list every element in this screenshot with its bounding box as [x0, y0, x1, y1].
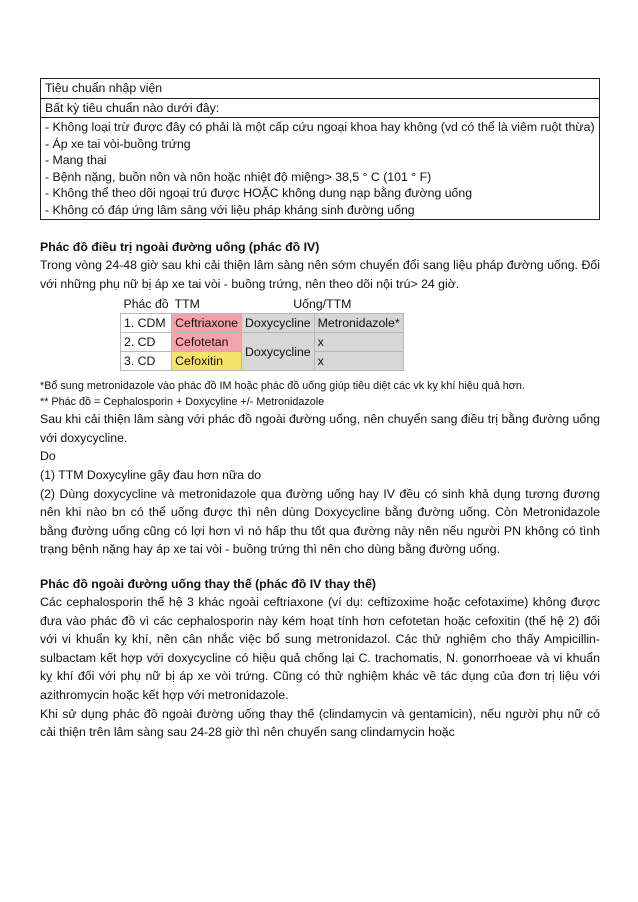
- iv-drug: Cefotetan: [172, 333, 242, 352]
- body-paragraph: (2) Dùng doxycycline và metronidazole qua đường uống hay IV đều có sinh khả dụng tương đương nên khi nào bn có thể uống được thì nên dùng Doxycycline bằng đường uống. Còn Metronidazole bằng đường uống cũng có lợi hơn vì nó hấp thu tốt qua đường này nên nếu người PN không có tình trạng bệnh nặng hay áp xe tai vòi - buồng trứng thì nên cho dùng bằng đường uống.: [40, 486, 600, 557]
- header-oral: Uống/TTM: [242, 295, 404, 314]
- regimen-name: 2. CD: [121, 333, 172, 352]
- header-iv: TTM: [172, 295, 242, 314]
- section-heading-iv-alt: Phác đồ ngoài đường uống thay thế (phác đồ IV thay thế): [40, 576, 377, 591]
- body-line: (1) TTM Doxycyline gây đau hơn nữa do: [40, 467, 262, 482]
- criteria-item: - Bệnh nặng, buồn nôn và nôn hoặc nhiệt độ miệng> 38,5 ° C (101 ° F): [45, 169, 432, 184]
- criteria-intro: Bất kỳ tiêu chuẩn nào dưới đây:: [41, 98, 599, 118]
- table-header-row: [121, 295, 404, 314]
- admission-criteria-box: [40, 78, 600, 220]
- footnote: ** Phác đồ = Cephalosporin + Doxycyline +/- Metronidazole: [40, 396, 325, 409]
- criteria-item: - Mang thai: [45, 153, 107, 167]
- oral-drug: Metronidazole*: [314, 314, 403, 333]
- criteria-item: - Không có đáp ứng lâm sàng với liệu pháp kháng sinh đường uống: [45, 202, 415, 217]
- regimen-name: 3. CD: [121, 352, 172, 371]
- header-regimen: Phác đồ: [121, 295, 172, 314]
- body-line: Do: [40, 449, 56, 464]
- iv-drug: Cefoxitin: [172, 352, 242, 371]
- section-heading-iv: Phác đồ điều trị ngoài đường uống (phác đồ IV): [40, 240, 320, 254]
- body-paragraph: Các cephalosporin thế hệ 3 khác ngoài ceftriaxone (ví dụ: ceftizoxime hoặc cefotaxime) không được đưa vào phác đồ vì các cephalosporin này kém hoạt tính hơn cefotetan hoặc cefoxitin (thế hệ 2) đối với vi khuẩn kỵ khí, nên cân nhắc việc bổ sung metronidazol. Các thử nghiệm cho thấy Ampicillin-sulbactam kết hợp với doxycycline có hiệu quả chống lại C. trachomatis, N. gonorrhoeae và vi khuẩn kỵ khí đối với phụ nữ bị áp xe vòi trứng. Cũng có thử nghiệm khác về tác dụng của đơn trị liệu với azithromycin hoặc kết hợp với metronidazole.: [40, 594, 600, 702]
- body-paragraph: Khi sử dụng phác đồ ngoài đường uống thay thế (clindamycin và gentamicin), nếu người phụ nữ có cải thiện trên lâm sàng sau 24-28 giờ thì nên chuyển sang clindamycin hoặc: [40, 706, 600, 740]
- document-page: [40, 78, 600, 742]
- iv-drug: Ceftriaxone: [172, 314, 242, 333]
- criteria-item: - Không loại trừ được đây có phải là một cấp cứu ngoại khoa hay không (vd có thể là viêm ruột thừa): [45, 120, 595, 134]
- criteria-list: [41, 117, 599, 219]
- table-row: [121, 314, 404, 333]
- table-row: [121, 333, 404, 352]
- regimen-table: [120, 295, 404, 371]
- section-paragraph: Trong vòng 24-48 giờ sau khi cải thiện lâm sàng nên sớm chuyển đổi sang liệu pháp đường uống. Đối với những phụ nữ bị áp xe tai vòi - buồng trứng, nên theo dõi nội trú> 24 giờ.: [40, 258, 600, 291]
- oral-drug: Doxycycline: [242, 314, 315, 333]
- criteria-item: - Áp xe tai vòi-buồng trứng: [45, 136, 191, 151]
- oral-drug: Doxycycline: [242, 333, 315, 371]
- footnote: *Bổ sung metronidazole vào phác đồ IM hoặc phác đồ uống giúp tiêu diệt các vk kỵ khí hiệu quả hơn.: [40, 380, 525, 393]
- oral-drug: x: [314, 333, 403, 352]
- body-paragraph: Sau khi cải thiện lâm sàng với phác đồ ngoài đường uống, nên chuyển sang điều trị bằng đường uống với doxycycline.: [40, 412, 600, 445]
- regimen-name: 1. CDM: [121, 314, 172, 333]
- criteria-title: Tiêu chuẩn nhập viện: [45, 81, 163, 95]
- oral-drug: x: [314, 352, 403, 371]
- criteria-item: - Không thể theo dõi ngoại trú được HOẶC không dung nạp bằng đường uống: [45, 186, 473, 200]
